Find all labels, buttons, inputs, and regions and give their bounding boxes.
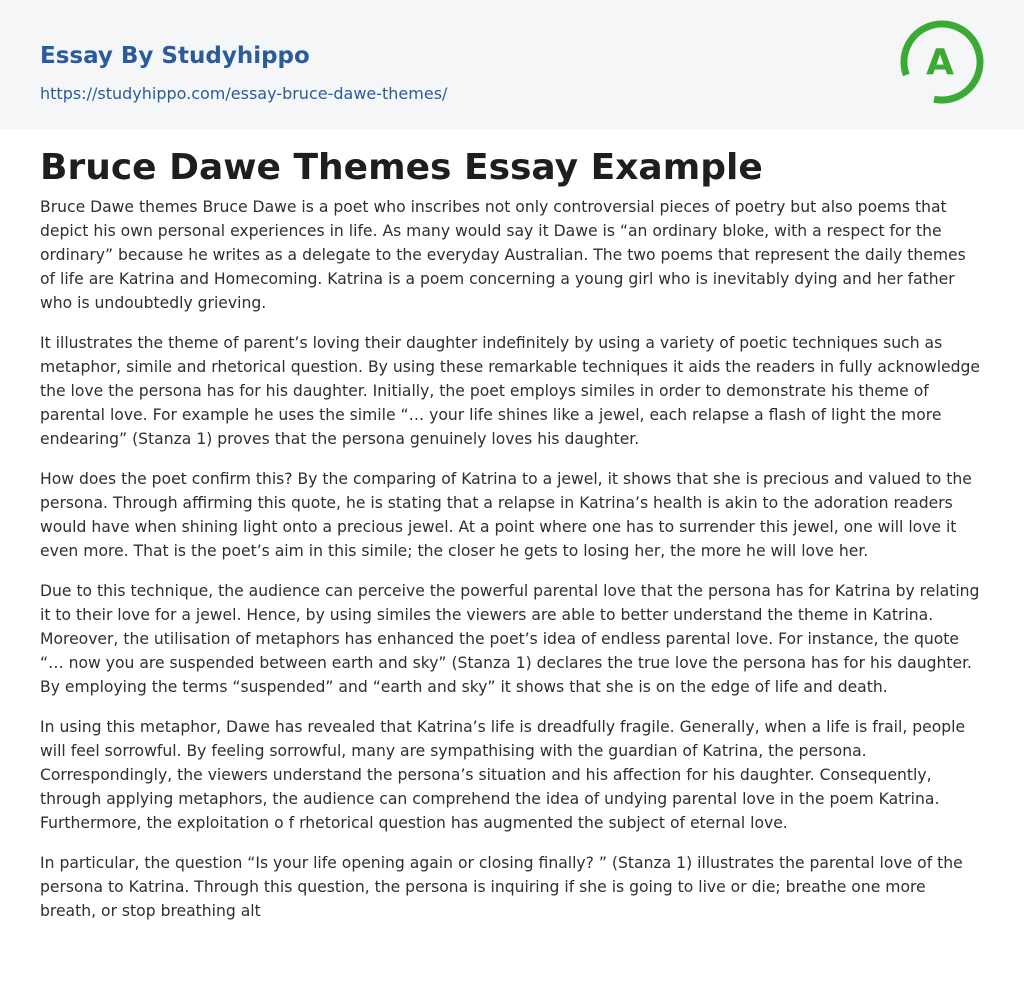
- paragraph: Due to this technique, the audience can perceive the powerful parental love that the persona has for Katrina by relating it to their love for a jewel. Hence, by using similes the viewers are able to better understand the theme in Katrina. Moreover, the utilisation of metaphors has enhanced the poet’s idea of endless parental love. For instance, the quote “… now you are suspended between earth and sky” (Stanza 1) declares the true love the persona has for his daughter. By employing the terms “suspended” and “earth and sky” it shows that she is on the edge of life and death.: [40, 582, 980, 696]
- paragraph: Bruce Dawe themes Bruce Dawe is a poet who inscribes not only controversial pieces of poetry but also poems that depict his own personal experiences in life. As many would say it Dawe is “an ordinary bloke, with a respect for the ordinary” because he writes as a delegate to the everyday Australian. The two poems that represent the daily themes of life are Katrina and Homecoming. Katrina is a poem concerning a young girl who is inevitably dying and her father who is undoubtedly grieving.: [40, 198, 966, 312]
- paragraph: It illustrates the theme of parent’s loving their daughter indefinitely by using a variety of poetic techniques such as metaphor, simile and rhetorical question. By using these remarkable techniques it aids the readers in fully acknowledge the love the persona has for his daughter. Initially, the poet employs similes in order to demonstrate his theme of parental love. For example he uses the simile “… your life shines like a jewel, each relapse a flash of light the more endearing” (Stanza 1) proves that the persona genuinely loves his daughter.: [40, 334, 981, 448]
- site-title[interactable]: Essay By Studyhippo: [40, 43, 310, 69]
- source-url-link[interactable]: https://studyhippo.com/essay-bruce-dawe-themes/: [40, 84, 448, 103]
- studyhippo-logo-icon[interactable]: [898, 18, 986, 106]
- page-title: Bruce Dawe Themes Essay Example: [40, 147, 763, 188]
- essay-body: [40, 195, 984, 939]
- paragraph: In particular, the question “Is your life opening again or closing finally? ” (Stanza 1) illustrates the parental love of the persona to Katrina. Through this question, the persona is inquiring if she is going to live or die; breathe one more breath, or stop breathing alt: [40, 854, 963, 920]
- paragraph: In using this metaphor, Dawe has revealed that Katrina’s life is dreadfully fragile. Generally, when a life is frail, people will feel sorrowful. By feeling sorrowful, many are sympathising with the guardian of Katrina, the persona. Correspondingly, the viewers understand the persona’s situation and his affection for his daughter. Consequently, through applying metaphors, the audience can comprehend the idea of undying parental love in the poem Katrina. Furthermore, the exploitation o f rhetorical question has augmented the subject of eternal love.: [40, 718, 966, 832]
- paragraph: How does the poet confirm this? By the comparing of Katrina to a jewel, it shows that she is precious and valued to the persona. Through affirming this quote, he is stating that a relapse in Katrina’s health is akin to the adoration readers would have when shining light onto a precious jewel. At a point where one has to surrender this jewel, one will love it even more. That is the poet’s aim in this simile; the closer he gets to losing her, the more he will love her.: [40, 470, 972, 560]
- logo-letter: A: [926, 42, 954, 83]
